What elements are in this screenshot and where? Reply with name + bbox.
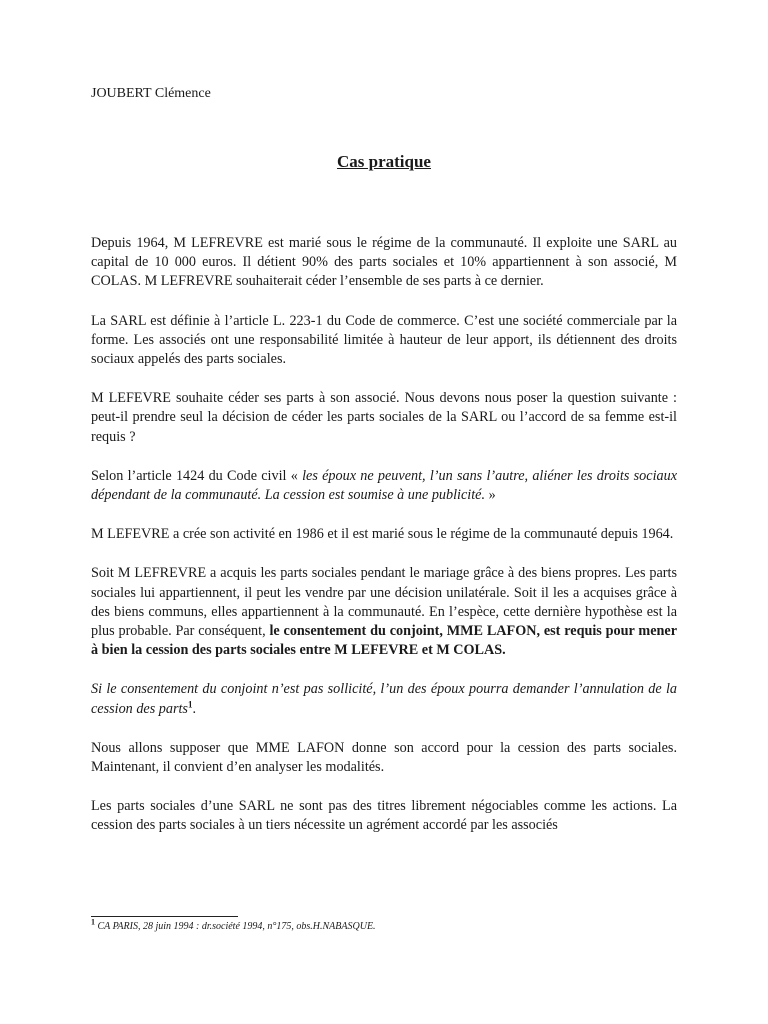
analysis-conclusion: le consentement du conjoint, MME LAFON, est requis pour mener à bien la cession des parts sociales entre M LEFEVRE et M COLAS. (91, 623, 677, 659)
annulation-text: Si le consentement du conjoint n’est pas sollicité, l’un des époux pourra demander l’annulation de la cession des parts (91, 681, 677, 717)
paragraph-intro: Depuis 1964, M LEFREVRE est marié sous le régime de la communauté. Il exploite une SARL au capital de 10 000 euros. Il détient 90% des parts sociales et 10% appartiennent à son associé, M COLAS. M LEFREVRE souhaiterait céder l’ensemble de ses parts à ce dernier. (91, 235, 677, 290)
analysis-text: Soit M LEFREVRE a acquis les parts sociales pendant le mariage grâce à des biens propres. Les parts sociales lui appartiennent, il peut les vendre par une décision unilatérale. Soit il les a acquises grâce à des biens communs, elles appartiennent à la communauté. En l’espèce, cette dernière hypothèse est la plus probable. Par conséquent, (91, 565, 677, 640)
footnote-separator (91, 916, 238, 917)
paragraph-analysis (91, 564, 677, 660)
paragraph-annulation (91, 680, 677, 718)
author-name: JOUBERT Clémence (91, 86, 211, 101)
footnote-reference[interactable]: 1 (187, 698, 193, 709)
paragraph-assumption: Nous allons supposer que MME LAFON donne son accord pour la cession des parts sociales. Maintenant, il convient d’en analyser les modalités. (91, 739, 677, 776)
document-body (91, 234, 677, 856)
footnote-number: 1 (91, 917, 95, 927)
annulation-suffix: . (192, 700, 196, 717)
paragraph-transfer: Les parts sociales d’une SARL ne sont pas des titres librement négociables comme les actions. La cession des parts sociales à un tiers nécessite un agrément accordé par les associés (91, 798, 677, 834)
footnote-text: CA PARIS, 28 juin 1994 : dr.société 1994, n°175, obs.H.NABASQUE. (95, 921, 376, 932)
footnote (91, 917, 376, 932)
paragraph-sarl-definition: La SARL est définie à l’article L. 223-1 du Code de commerce. C’est une société commerciale par la forme. Les associés ont une responsabilité limitée à hauteur de leur apport, ils détiennent des droits sociaux appelés des parts sociales. (91, 312, 677, 368)
paragraph-article-1424 (91, 467, 677, 505)
quote-suffix: » (485, 487, 496, 504)
paragraph-question: M LEFEVRE souhaite céder ses parts à son associé. Nous devons nous poser la question suivante : peut-il prendre seul la décision de céder les parts sociales de la SARL ou l’accord de sa femme est-il requis ? (91, 390, 677, 445)
document-title: Cas pratique (337, 152, 431, 171)
quote-prefix: Selon l’article 1424 du Code civil « (91, 467, 303, 484)
quote-italic: les époux ne peuvent, l’un sans l’autre, aliéner les droits sociaux dépendant de la communauté. La cession est soumise à une publicité. (91, 467, 677, 504)
paragraph-activity: M LEFEVRE a crée son activité en 1986 et il est marié sous le régime de la communauté depuis 1964. (91, 526, 674, 543)
